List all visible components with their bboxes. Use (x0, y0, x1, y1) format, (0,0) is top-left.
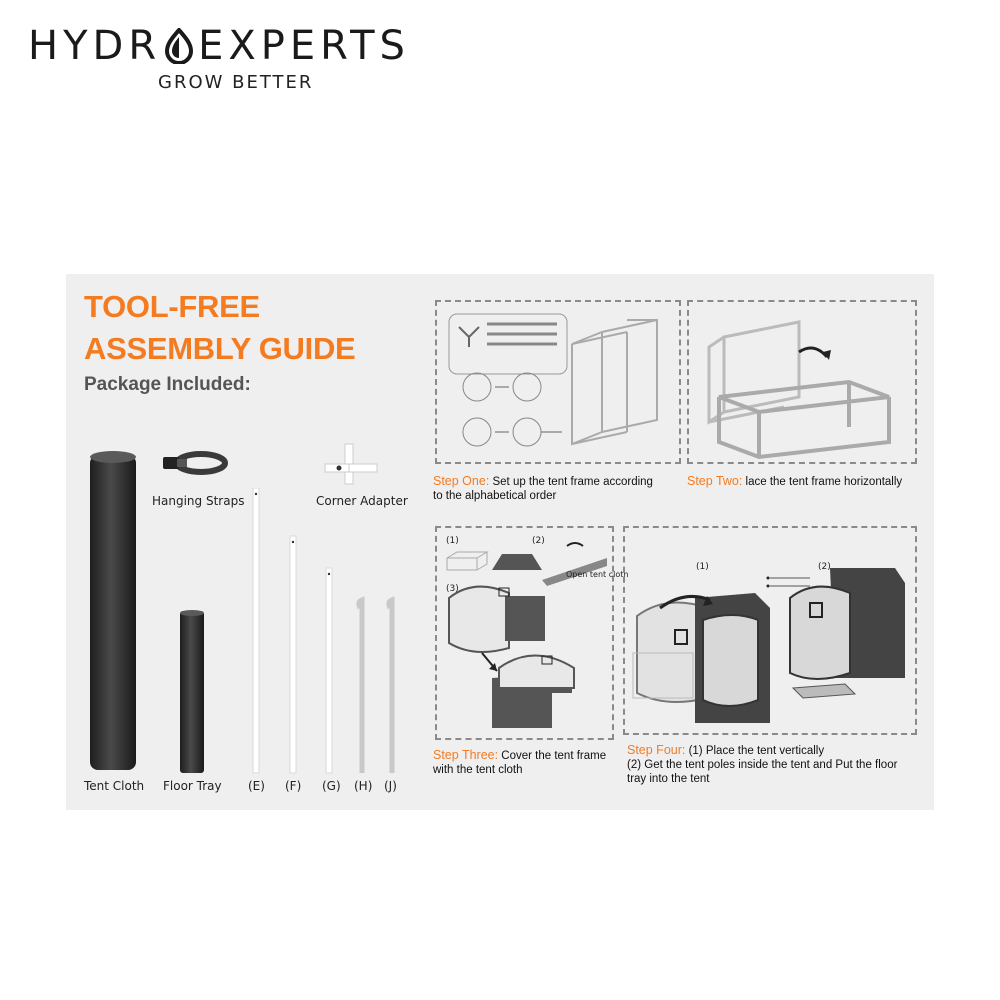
corner-adapter-label: Corner Adapter (316, 494, 408, 508)
step-three-desc-line2: with the tent cloth (433, 764, 523, 776)
brand-name-right: EXPERTS (198, 23, 410, 69)
step-four-text (627, 743, 897, 786)
step-three-sub3: (3) (446, 584, 459, 594)
step-four-desc-line3: tray into the tent (627, 773, 710, 785)
tent-cloth-label: Tent Cloth (84, 779, 145, 793)
step-one-text (433, 474, 653, 503)
brand-tagline: GROW BETTER (158, 72, 314, 93)
step-two-diagram (689, 302, 915, 462)
step-three-sub2: (2) (532, 536, 545, 546)
tent-cloth-image (88, 449, 138, 774)
step-four-desc-line2: (2) Get the tent poles inside the tent and Put the floor (627, 759, 898, 771)
step-two-label: Step Two: (687, 474, 743, 488)
step-three-text (433, 748, 606, 777)
pole-f-label: (F) (285, 779, 302, 793)
step-one-diagram (437, 302, 679, 462)
hanging-straps-image (159, 449, 229, 481)
step-three-label: Step Three: (433, 748, 499, 762)
package-heading: Package Included: (84, 374, 251, 395)
brand-name (28, 24, 458, 68)
step-two-box (687, 300, 917, 464)
step-four-sub1: (1) (696, 562, 709, 572)
tent-poles-image (248, 488, 408, 778)
guide-title (84, 286, 355, 370)
step-three-open-text: Open tent cloth (566, 570, 629, 579)
step-three-desc-line1: Cover the tent frame (498, 750, 607, 762)
step-one-box (435, 300, 681, 464)
corner-adapter-image (321, 442, 381, 492)
floor-tray-label: Floor Tray (163, 779, 222, 793)
guide-title-line1: TOOL-FREE (84, 289, 260, 324)
step-four-label: Step Four: (627, 743, 686, 757)
hanging-straps-label: Hanging Straps (152, 494, 245, 508)
step-two-desc: lace the tent frame horizontally (742, 476, 903, 488)
step-three-diagram (437, 528, 612, 738)
brand-logo (28, 23, 458, 93)
step-one-desc-line1: Set up the tent frame according (489, 476, 653, 488)
step-one-label: Step One: (433, 474, 490, 488)
pole-g-label: (G) (322, 779, 341, 793)
pole-e-label: (E) (248, 779, 265, 793)
floor-tray-image (178, 609, 206, 775)
droplet-logo-icon (164, 28, 194, 64)
step-four-desc-line1: (1) Place the tent vertically (685, 745, 825, 757)
pole-j-label: (J) (384, 779, 397, 793)
step-four-sub2: (2) (818, 562, 831, 572)
step-four-box (623, 526, 917, 735)
step-four-diagram (625, 528, 915, 733)
step-one-desc-line2: to the alphabetical order (433, 490, 557, 502)
step-three-sub1: (1) (446, 536, 459, 546)
pole-h-label: (H) (354, 779, 373, 793)
brand-name-left: HYDR (28, 23, 162, 69)
guide-title-line2: ASSEMBLY GUIDE (84, 331, 356, 366)
assembly-guide-panel (66, 274, 934, 810)
step-three-box (435, 526, 614, 740)
step-two-text (687, 474, 902, 489)
